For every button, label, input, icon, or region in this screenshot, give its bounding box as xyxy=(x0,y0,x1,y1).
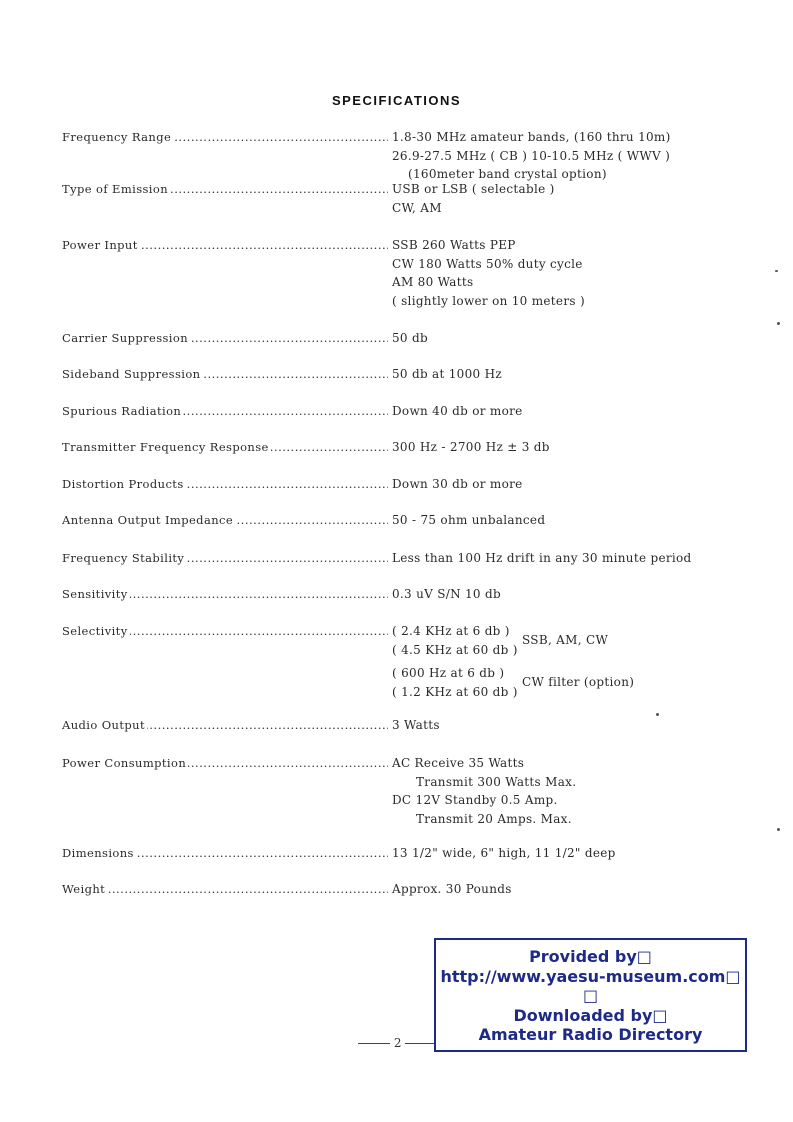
spec-value: 3 Watts xyxy=(392,718,440,732)
scan-speck xyxy=(775,270,778,272)
spec-value: 50 db at 1000 Hz xyxy=(392,367,502,381)
spec-label: Weight ..... xyxy=(62,880,388,899)
spec-label: Audio Output ..... xyxy=(62,716,388,735)
scan-speck xyxy=(656,713,659,716)
spec-label: Selectivity ..... xyxy=(62,622,388,641)
spec-label: Carrier Suppression ..... xyxy=(62,329,388,348)
spec-label: Sensitivity ..... xyxy=(62,585,388,604)
page-title: SPECIFICATIONS xyxy=(331,93,462,108)
spec-label: Distortion Products ..... xyxy=(62,475,388,494)
spec-value: USB or LSB ( selectable ) CW, AM xyxy=(392,182,555,215)
spec-value: Down 40 db or more xyxy=(392,404,523,418)
spec-value: Down 30 db or more xyxy=(392,477,523,491)
scan-speck xyxy=(777,322,780,325)
provided-by-stamp: Provided by□ http://www.yaesu-museum.com□ □ Downloaded by□ Amateur Radio Directory xyxy=(434,938,747,1052)
spec-label: Power Consumption ..... xyxy=(62,754,388,773)
page-number: 2 xyxy=(358,1036,437,1050)
spec-label: Power Input ..... xyxy=(62,236,388,255)
spec-label: Dimensions ..... xyxy=(62,844,388,863)
spec-value: Less than 100 Hz drift in any 30 minute period xyxy=(392,551,692,565)
spec-value: Approx. 30 Pounds xyxy=(392,882,512,896)
spec-label: Frequency Range ..... xyxy=(62,128,388,147)
spec-value: 50 - 75 ohm unbalanced xyxy=(392,513,546,527)
spec-label: Spurious Radiation ..... xyxy=(62,402,388,421)
spec-label: Frequency Stability ..... xyxy=(62,549,388,568)
spec-label: Transmitter Frequency Response ..... xyxy=(62,438,388,457)
spec-value: AC Receive 35 Watts Transmit 300 Watts Max. DC 12V Standby 0.5 Amp. Transmit 20 Amps. Max. xyxy=(392,756,577,826)
spec-value: SSB 260 Watts PEP CW 180 Watts 50% duty cycle AM 80 Watts ( slightly lower on 10 meters ) xyxy=(392,238,585,308)
spec-value: 0.3 uV S/N 10 db xyxy=(392,587,501,601)
spec-value: 1.8-30 MHz amateur bands, (160 thru 10m) 26.9-27.5 MHz ( CB ) 10-10.5 MHz ( WWV ) (160meter band crystal option) xyxy=(392,130,671,181)
spec-value: 50 db xyxy=(392,331,428,345)
spec-label: Sideband Suppression ..... xyxy=(62,365,388,384)
scan-speck xyxy=(777,828,780,831)
spec-value: 13 1/2" wide, 6" high, 11 1/2" deep xyxy=(392,846,616,860)
spec-label: Antenna Output Impedance ..... xyxy=(62,511,388,530)
spec-label: Type of Emission ..... xyxy=(62,180,388,199)
spec-value: 300 Hz - 2700 Hz ± 3 db xyxy=(392,440,550,454)
